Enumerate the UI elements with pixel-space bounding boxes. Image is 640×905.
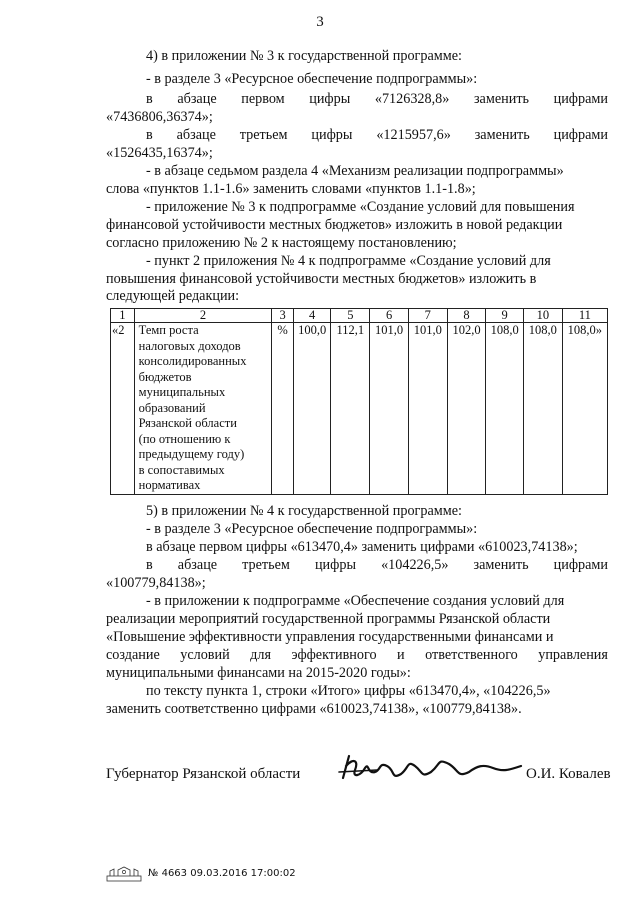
table-cell-indicator: Темп роста налоговых доходов консолидированных бюджетов муниципальных образований Рязанской области (по отношению к предыдущему году) в сопоставимых нормативах bbox=[134, 323, 272, 495]
item4-line13: повышения финансовой устойчивости местных бюджетов» изложить в bbox=[106, 271, 537, 287]
page-number: 3 bbox=[316, 14, 324, 30]
item5-line1: 5) в приложении № 4 к государственной программе: bbox=[146, 503, 462, 519]
item5-line5: «100779,84138»; bbox=[106, 575, 206, 591]
table-header-cell: 3 bbox=[272, 309, 294, 323]
table-cell-value: 100,0 bbox=[293, 323, 331, 495]
table-cell-value: 101,0 bbox=[408, 323, 447, 495]
table-cell-value: 108,0» bbox=[562, 323, 607, 495]
handwritten-signature bbox=[337, 752, 527, 793]
table-cell-value: 108,0 bbox=[524, 323, 563, 495]
table-header-row bbox=[111, 309, 608, 323]
table-header-cell: 1 bbox=[111, 309, 135, 323]
table-header-cell: 2 bbox=[134, 309, 272, 323]
item5-line10: муниципальными финансами на 2015-2020 годы»: bbox=[106, 665, 411, 681]
table-row bbox=[111, 323, 608, 495]
item5-line11: по тексту пункта 1, строки «Итого» цифры «613470,4», «104226,5» bbox=[146, 683, 551, 699]
item5-line9: создание условий для эффективного и ответственного управления bbox=[106, 647, 608, 663]
signatory-name: О.И. Ковалев bbox=[526, 766, 611, 782]
item4-line1: 4) в приложении № 3 к государственной программе: bbox=[146, 48, 462, 64]
table-cell-value: 112,1 bbox=[331, 323, 370, 495]
table-header-cell: 11 bbox=[562, 309, 607, 323]
signatory-position: Губернатор Рязанской области bbox=[106, 766, 301, 782]
item5-line3: в абзаце первом цифры «613470,4» заменить цифрами «610023,74138»; bbox=[146, 539, 578, 555]
item5-line6: - в приложении к подпрограмме «Обеспечение создания условий для bbox=[146, 593, 565, 609]
item4-line12: - пункт 2 приложения № 4 к подпрограмме «Создание условий для bbox=[146, 253, 551, 269]
indicator-table bbox=[110, 308, 608, 495]
registry-stamp-icon bbox=[106, 864, 142, 887]
item5-line4: в абзаце третьем цифры «104226,5» заменить цифрами bbox=[146, 557, 608, 573]
registration-number: № 4663 09.03.2016 17:00:02 bbox=[148, 868, 296, 879]
table-header-cell: 8 bbox=[447, 309, 486, 323]
table-cell-unit: % bbox=[272, 323, 294, 495]
item5-line8: «Повышение эффективности управления государственными финансами и bbox=[106, 629, 554, 645]
item4-line7: - в абзаце седьмом раздела 4 «Механизм реализации подпрограммы» bbox=[146, 163, 564, 179]
item4-line11: согласно приложению № 2 к настоящему постановлению; bbox=[106, 235, 457, 251]
table-header-cell: 9 bbox=[486, 309, 524, 323]
table-header-cell: 7 bbox=[408, 309, 447, 323]
item5-line12: заменить соответственно цифрами «610023,74138», «100779,84138». bbox=[106, 701, 522, 717]
table-cell-value: 101,0 bbox=[370, 323, 409, 495]
table-cell-value: 102,0 bbox=[447, 323, 486, 495]
item5-line7: реализации мероприятий государственной программы Рязанской области bbox=[106, 611, 551, 627]
table-cell-value: 108,0 bbox=[486, 323, 524, 495]
item4-line5: в абзаце третьем цифры «1215957,6» заменить цифрами bbox=[146, 127, 608, 143]
item4-line9: - приложение № 3 к подпрограмме «Создание условий для повышения bbox=[146, 199, 575, 215]
table-header-cell: 4 bbox=[293, 309, 331, 323]
item4-line8: слова «пунктов 1.1-1.6» заменить словами «пунктов 1.1-1.8»; bbox=[106, 181, 476, 197]
item4-line10: финансовой устойчивости местных бюджетов» изложить в новой редакции bbox=[106, 217, 563, 233]
item4-line2: - в разделе 3 «Ресурсное обеспечение подпрограммы»: bbox=[146, 71, 478, 87]
item4-line3: в абзаце первом цифры «7126328,8» заменить цифрами bbox=[146, 91, 608, 107]
table-header-cell: 10 bbox=[524, 309, 563, 323]
item4-line4: «7436806,36374»; bbox=[106, 109, 213, 125]
item4-line6: «1526435,16374»; bbox=[106, 145, 213, 161]
item5-line2: - в разделе 3 «Ресурсное обеспечение подпрограммы»: bbox=[146, 521, 478, 537]
item4-line14: следующей редакции: bbox=[106, 288, 240, 304]
table-cell-index: «2 bbox=[111, 323, 135, 495]
table-header-cell: 5 bbox=[331, 309, 370, 323]
table-header-cell: 6 bbox=[370, 309, 409, 323]
